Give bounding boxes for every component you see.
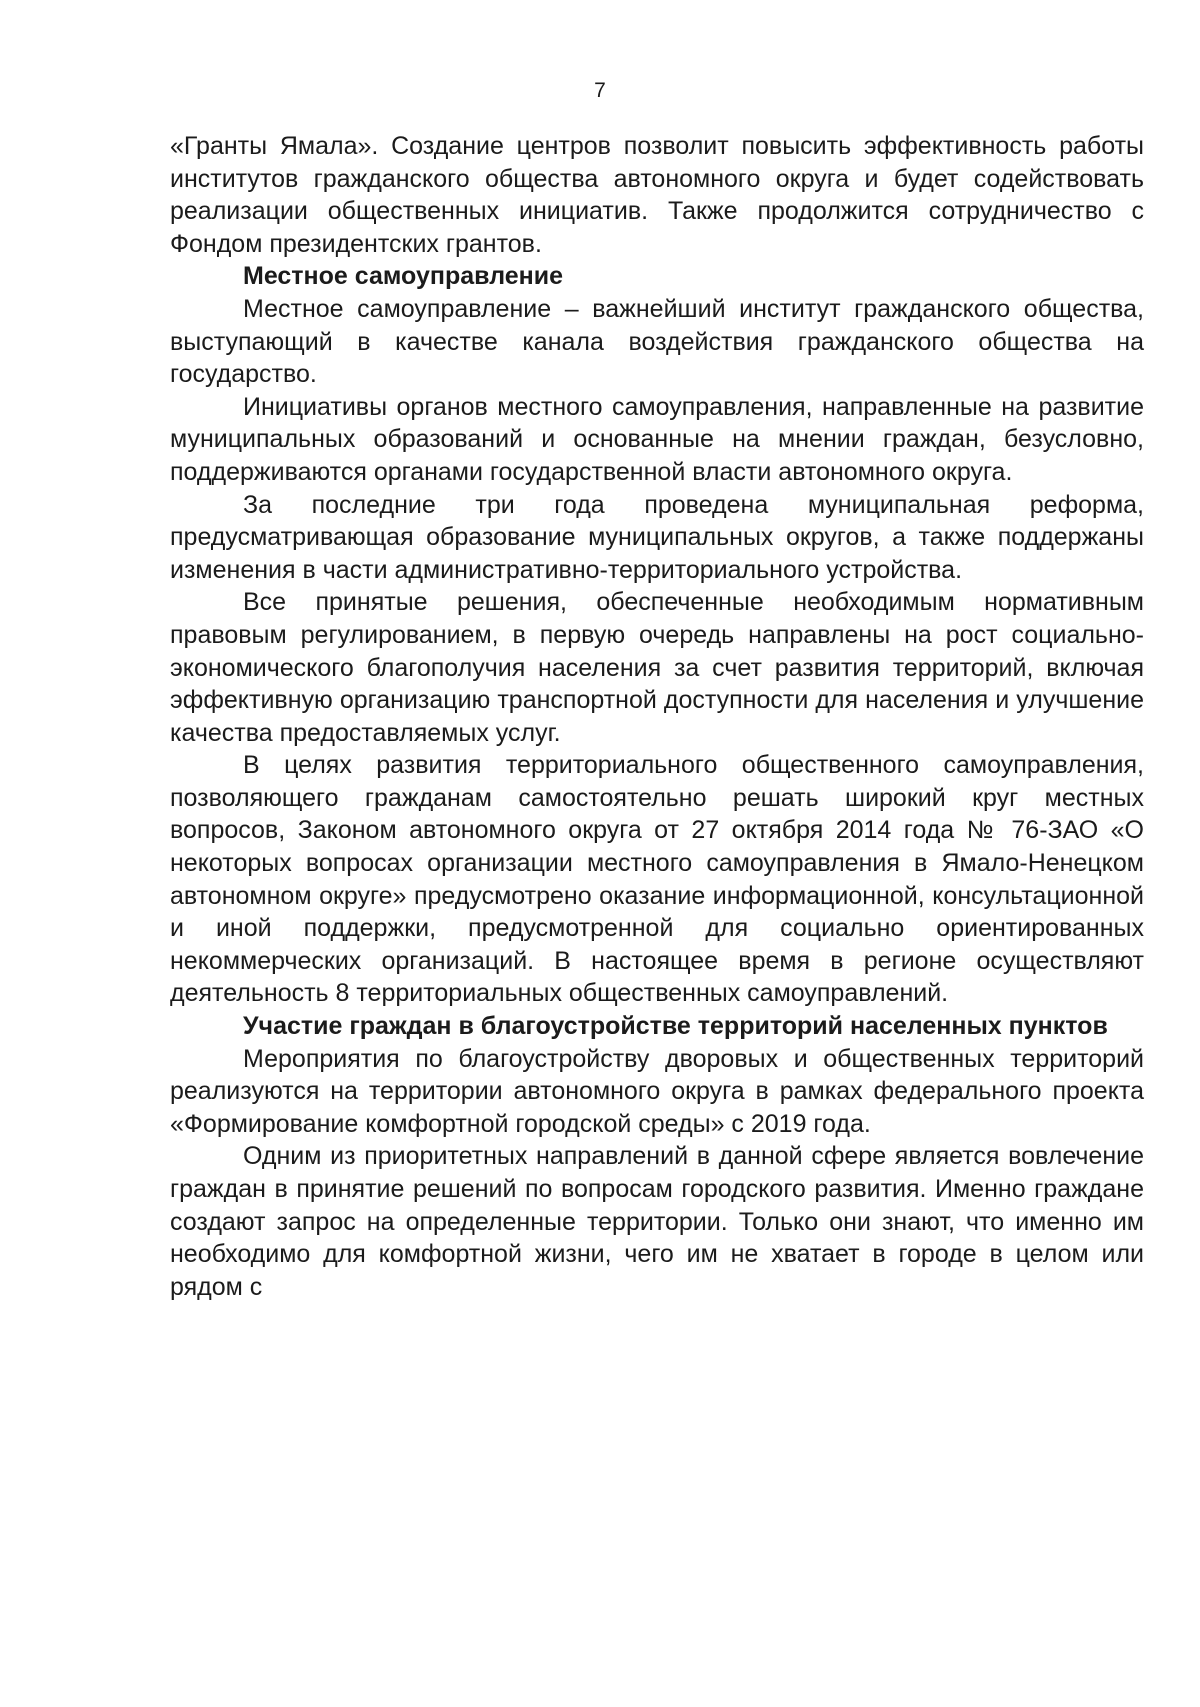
section-heading-citizen-participation: Участие граждан в благоустройстве территорий населенных пунктов xyxy=(243,1012,1108,1041)
paragraph-local-initiatives: Инициативы органов местного самоуправления, направленные на развитие муниципальных образований и основанные на мнении граждан, безусловно, поддерживаются органами государственной власти автономного округа. xyxy=(170,392,1144,486)
section-heading-local-government: Местное самоуправление xyxy=(243,262,564,291)
paragraph-territorial-self-government: В целях развития территориального общественного самоуправления, позволяющего гражданам самостоятельно решать широкий круг местных вопросов, Законом автономного округа от 27 октября 2014 года № 76-ЗАО «О некоторых вопросах организации местного самоуправления в Ямало-Ненецком автономном округе» предусмотрено оказание информационной, консультационной и иной поддержки, предусмотренной для социально ориентированных некоммерческих организаций. В настоящее время в регионе осуществляют деятельность 8 территориальных общественных самоуправлений. xyxy=(170,751,1144,1008)
paragraph-citizen-involvement: Одним из приоритетных направлений в данной сфере является вовлечение граждан в принятие решений по вопросам городского развития. Именно граждане создают запрос на определенные территории. Только они знают, что именно им необходимо для комфортной жизни, чего им не хватает в городе в целом или рядом с xyxy=(170,1142,1144,1301)
document-body xyxy=(170,130,1144,1303)
paragraph-improvement-activities: Мероприятия по благоустройству дворовых и общественных территорий реализуются на территории автономного округа в рамках федерального проекта «Формирование комфортной городской среды» с 2019 года. xyxy=(170,1044,1144,1138)
page-number: 7 xyxy=(594,79,606,102)
paragraph-grants-continuation: «Гранты Ямала». Создание центров позволит повысить эффективность работы институтов гражданского общества автономного округа и будет содействовать реализации общественных инициатив. Также продолжится сотрудничество с Фондом президентских грантов. xyxy=(170,132,1144,258)
paragraph-local-government-definition: Местное самоуправление – важнейший институт гражданского общества, выступающий в качестве канала воздействия гражданского общества на государство. xyxy=(170,294,1144,389)
paragraph-decisions: Все принятые решения, обеспеченные необходимым нормативным правовым регулированием, в первую очередь направлены на рост социально-экономического благополучия населения за счет развития территорий, включая эффективную организацию транспортной доступности для населения и улучшение качества предоставляемых услуг. xyxy=(170,588,1144,747)
paragraph-municipal-reform: За последние три года проведена муниципальная реформа, предусматривающая образование муниципальных округов, а также поддержаны изменения в части административно-территориального устройства. xyxy=(170,490,1144,584)
